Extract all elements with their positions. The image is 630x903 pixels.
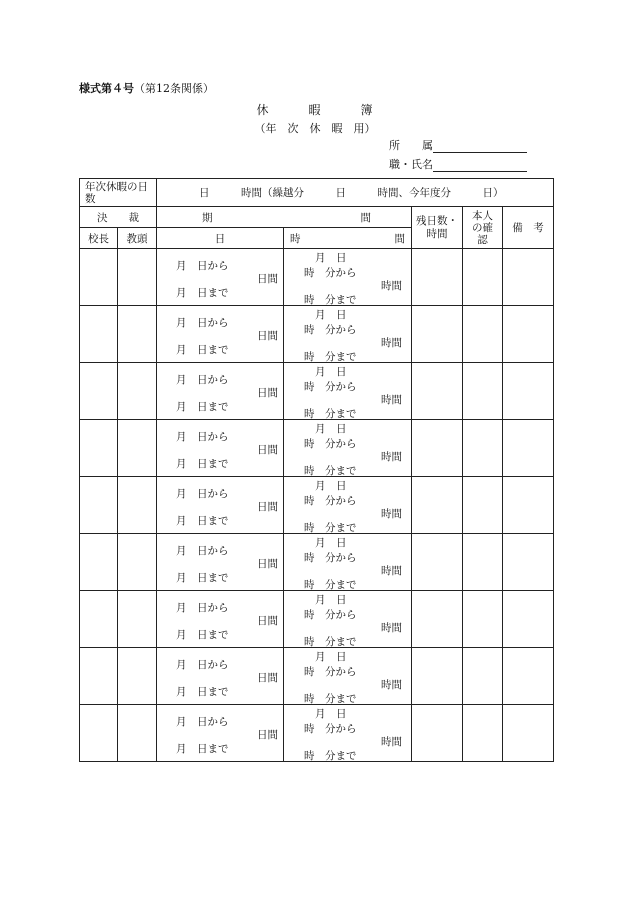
month-day-from: 月 日から	[176, 317, 229, 329]
hours-unit: 時間	[381, 337, 402, 349]
day-period-cell[interactable]	[157, 249, 284, 306]
month-day: 月 日	[315, 366, 347, 378]
principal-stamp-cell[interactable]	[80, 705, 118, 762]
remarks-cell[interactable]	[503, 249, 554, 306]
period-header-right: 間	[360, 211, 371, 224]
days-unit: 日間	[257, 672, 278, 684]
remarks-cell[interactable]	[503, 363, 554, 420]
month-day: 月 日	[315, 309, 347, 321]
hour-min-from: 時 分から	[304, 609, 357, 621]
remarks-cell[interactable]	[503, 705, 554, 762]
confirm-cell[interactable]	[463, 420, 503, 477]
day-period-cell[interactable]	[157, 534, 284, 591]
days-unit: 日間	[257, 558, 278, 570]
vice-principal-stamp-cell[interactable]	[118, 306, 157, 363]
remaining-cell[interactable]	[412, 534, 463, 591]
month-day: 月 日	[315, 594, 347, 606]
hours-unit: 時間	[381, 280, 402, 292]
time-period-cell[interactable]	[284, 648, 412, 705]
remaining-cell[interactable]	[412, 477, 463, 534]
remarks-cell[interactable]	[503, 534, 554, 591]
vice-principal-stamp-cell[interactable]	[118, 591, 157, 648]
hour-min-to: 時 分まで	[304, 636, 357, 648]
leave-row	[80, 306, 554, 363]
leave-row	[80, 648, 554, 705]
vice-principal-stamp-cell[interactable]	[118, 648, 157, 705]
remaining-cell[interactable]	[412, 591, 463, 648]
hours-unit: 時間	[381, 736, 402, 748]
principal-stamp-cell[interactable]	[80, 648, 118, 705]
period-header	[157, 207, 412, 228]
annual-leave-days-label: 年次休暇の日数	[80, 179, 157, 207]
days-unit: 日間	[257, 330, 278, 342]
remarks-cell[interactable]	[503, 648, 554, 705]
time-period-cell[interactable]	[284, 363, 412, 420]
time-header	[284, 228, 412, 249]
remaining-cell[interactable]	[412, 249, 463, 306]
decision-header: 決 裁	[80, 207, 157, 228]
hour-min-from: 時 分から	[304, 267, 357, 279]
time-period-cell[interactable]	[284, 249, 412, 306]
leave-row	[80, 420, 554, 477]
hour-min-from: 時 分から	[304, 723, 357, 735]
remarks-header: 備 考	[503, 207, 554, 249]
hours-unit: 時間	[381, 394, 402, 406]
remarks-cell[interactable]	[503, 477, 554, 534]
affiliation-label: 所 属	[389, 139, 433, 152]
confirm-cell[interactable]	[463, 249, 503, 306]
vice-principal-stamp-cell[interactable]	[118, 477, 157, 534]
month-day-from: 月 日から	[176, 659, 229, 671]
hour-min-to: 時 分まで	[304, 351, 357, 363]
time-period-cell[interactable]	[284, 420, 412, 477]
vice-principal-stamp-cell[interactable]	[118, 534, 157, 591]
principal-stamp-cell[interactable]	[80, 534, 118, 591]
month-day: 月 日	[315, 252, 347, 264]
confirm-cell[interactable]	[463, 705, 503, 762]
remaining-cell[interactable]	[412, 363, 463, 420]
hours-unit: 時間	[381, 508, 402, 520]
vice-principal-stamp-cell[interactable]	[118, 705, 157, 762]
time-period-cell[interactable]	[284, 591, 412, 648]
hours-unit: 時間	[381, 565, 402, 577]
vice-principal-header: 教頭	[118, 228, 157, 249]
principal-stamp-cell[interactable]	[80, 477, 118, 534]
principal-stamp-cell[interactable]	[80, 591, 118, 648]
month-day-to: 月 日まで	[176, 686, 229, 698]
days-unit: 日間	[257, 501, 278, 513]
month-day-from: 月 日から	[176, 545, 229, 557]
day-period-cell[interactable]	[157, 705, 284, 762]
hour-min-from: 時 分から	[304, 324, 357, 336]
day-period-cell[interactable]	[157, 477, 284, 534]
month-day-to: 月 日まで	[176, 287, 229, 299]
principal-stamp-cell[interactable]	[80, 306, 118, 363]
month-day-to: 月 日まで	[176, 629, 229, 641]
time-header-left: 時	[290, 232, 301, 245]
month-day-from: 月 日から	[176, 488, 229, 500]
hour-min-to: 時 分まで	[304, 408, 357, 420]
remaining-header: 残日数・時間	[412, 207, 463, 249]
month-day: 月 日	[315, 537, 347, 549]
leave-row	[80, 249, 554, 306]
principal-stamp-cell[interactable]	[80, 249, 118, 306]
hour-min-to: 時 分まで	[304, 693, 357, 705]
time-period-cell[interactable]	[284, 477, 412, 534]
confirm-cell[interactable]	[463, 363, 503, 420]
confirm-cell[interactable]	[463, 477, 503, 534]
month-day-to: 月 日まで	[176, 458, 229, 470]
form-number-rest: （第12条関係）	[134, 82, 214, 95]
confirm-cell[interactable]	[463, 534, 503, 591]
leave-table	[79, 178, 554, 762]
name-field[interactable]	[389, 156, 527, 172]
month-day-to: 月 日まで	[176, 743, 229, 755]
time-period-cell[interactable]	[284, 306, 412, 363]
confirm-cell[interactable]	[463, 306, 503, 363]
leave-row	[80, 534, 554, 591]
hour-min-from: 時 分から	[304, 381, 357, 393]
day-period-cell[interactable]	[157, 363, 284, 420]
hour-min-to: 時 分まで	[304, 522, 357, 534]
month-day-to: 月 日まで	[176, 344, 229, 356]
month-day-to: 月 日まで	[176, 401, 229, 413]
remaining-cell[interactable]	[412, 306, 463, 363]
month-day-from: 月 日から	[176, 431, 229, 443]
month-day-from: 月 日から	[176, 260, 229, 272]
remarks-cell[interactable]	[503, 306, 554, 363]
page-subtitle: （年 次 休 暇 用）	[254, 122, 376, 135]
principal-stamp-cell[interactable]	[80, 363, 118, 420]
time-period-cell[interactable]	[284, 705, 412, 762]
annual-leave-days-value[interactable]: 日 時間（繰越分 日 時間、今年度分 日）	[157, 179, 554, 207]
month-day: 月 日	[315, 651, 347, 663]
leave-row	[80, 363, 554, 420]
month-day: 月 日	[315, 708, 347, 720]
principal-header: 校長	[80, 228, 118, 249]
remarks-cell[interactable]	[503, 420, 554, 477]
day-period-cell[interactable]	[157, 591, 284, 648]
month-day-from: 月 日から	[176, 374, 229, 386]
hours-unit: 時間	[381, 451, 402, 463]
form-number	[79, 80, 214, 96]
month-day-to: 月 日まで	[176, 515, 229, 527]
hours-unit: 時間	[381, 679, 402, 691]
hour-min-from: 時 分から	[304, 666, 357, 678]
hours-unit: 時間	[381, 622, 402, 634]
vice-principal-stamp-cell[interactable]	[118, 363, 157, 420]
affiliation-line[interactable]	[433, 139, 527, 153]
hour-min-to: 時 分まで	[304, 294, 357, 306]
confirm-header: 本人の確認	[463, 207, 503, 249]
period-header-left: 期	[202, 211, 213, 224]
leave-row	[80, 591, 554, 648]
month-day-from: 月 日から	[176, 602, 229, 614]
month-day: 月 日	[315, 423, 347, 435]
day-period-cell[interactable]	[157, 306, 284, 363]
day-period-cell[interactable]	[157, 420, 284, 477]
hour-min-to: 時 分まで	[304, 750, 357, 762]
form-number-bold: 様式第４号	[79, 82, 134, 95]
hour-min-to: 時 分まで	[304, 465, 357, 477]
vice-principal-stamp-cell[interactable]	[118, 420, 157, 477]
month-day: 月 日	[315, 480, 347, 492]
page-title: 休 暇 簿	[256, 103, 374, 117]
hour-min-from: 時 分から	[304, 495, 357, 507]
days-unit: 日間	[257, 387, 278, 399]
confirm-cell[interactable]	[463, 648, 503, 705]
remarks-cell[interactable]	[503, 591, 554, 648]
name-label: 職・氏名	[389, 158, 433, 171]
hour-min-from: 時 分から	[304, 438, 357, 450]
remaining-cell[interactable]	[412, 420, 463, 477]
confirm-cell[interactable]	[463, 591, 503, 648]
leave-row	[80, 705, 554, 762]
principal-stamp-cell[interactable]	[80, 420, 118, 477]
time-period-cell[interactable]	[284, 534, 412, 591]
time-header-right: 間	[394, 232, 405, 245]
days-unit: 日間	[257, 615, 278, 627]
name-line[interactable]	[433, 158, 527, 172]
days-unit: 日間	[257, 729, 278, 741]
day-period-cell[interactable]	[157, 648, 284, 705]
day-header: 日	[157, 228, 284, 249]
days-unit: 日間	[257, 444, 278, 456]
remaining-cell[interactable]	[412, 648, 463, 705]
month-day-to: 月 日まで	[176, 572, 229, 584]
vice-principal-stamp-cell[interactable]	[118, 249, 157, 306]
hour-min-from: 時 分から	[304, 552, 357, 564]
month-day-from: 月 日から	[176, 716, 229, 728]
leave-row	[80, 477, 554, 534]
hour-min-to: 時 分まで	[304, 579, 357, 591]
days-unit: 日間	[257, 273, 278, 285]
remaining-cell[interactable]	[412, 705, 463, 762]
affiliation-field[interactable]	[389, 137, 527, 153]
